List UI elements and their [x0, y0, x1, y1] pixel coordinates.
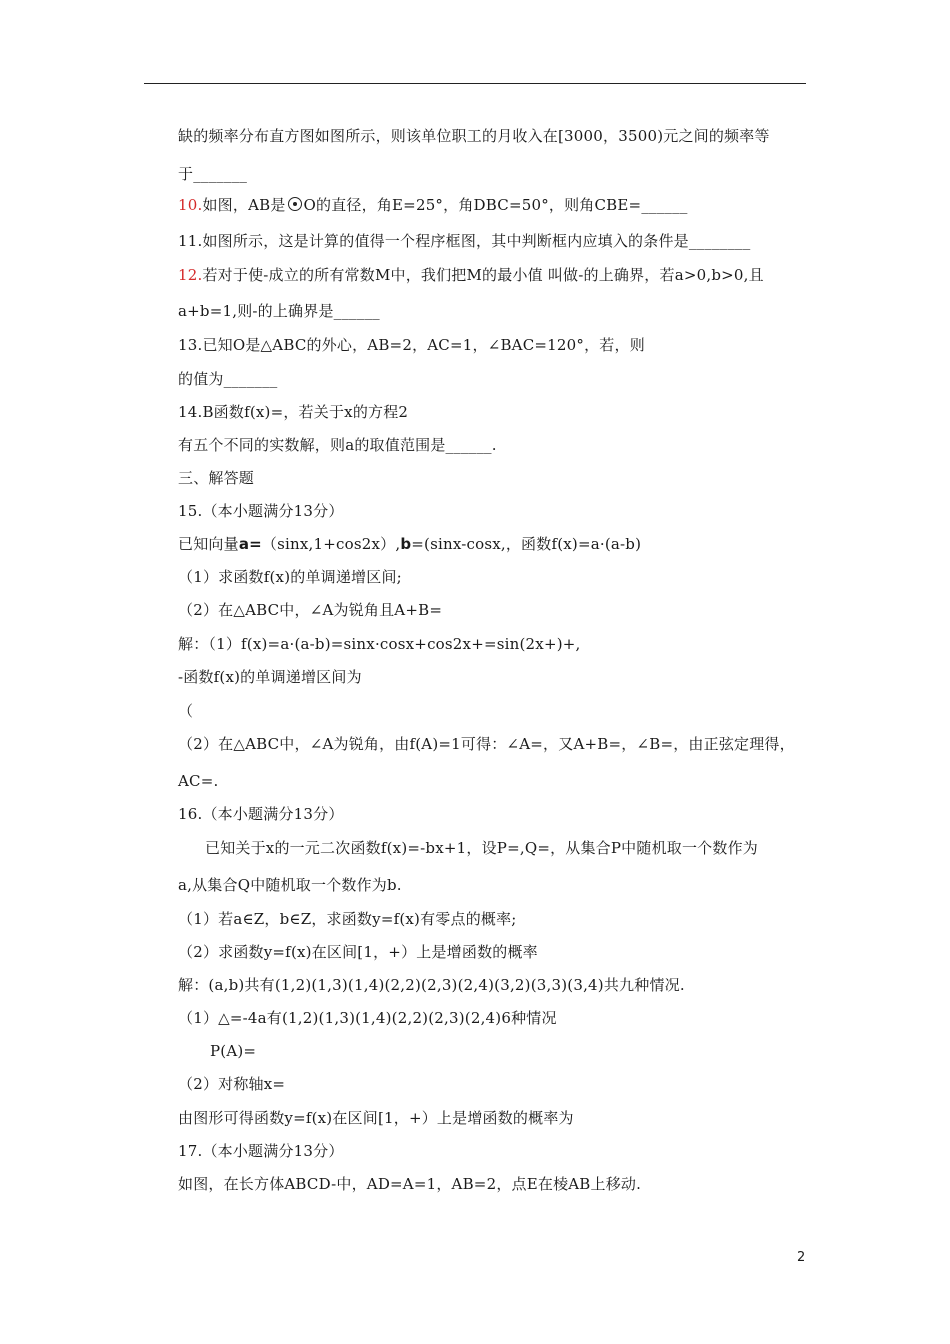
text-line: a,从集合Q中随机取一个数作为b.	[178, 876, 402, 894]
text-line: （	[178, 702, 194, 720]
text-line: 的值为_______	[178, 370, 278, 388]
text-line: P(A)=	[210, 1042, 257, 1060]
text-line: （1）△=-4a有(1,2)(1,3)(1,4)(2,2)(2,3)(2,4)6种情况	[178, 1009, 557, 1027]
text-line: （2）在△ABC中，∠A为锐角且A+B=	[178, 601, 443, 619]
text-line: a+b=1,则-的上确界是______	[178, 302, 380, 320]
text-line: AC=.	[178, 772, 219, 790]
vector-a: a=	[238, 535, 262, 553]
question-text: =(sinx-cosx,，函数f(x)=a·(a-b)	[411, 535, 642, 553]
text-line: 于_______	[178, 165, 248, 183]
text-line: 解：（1）f(x)=a·(a-b)=sinx·cosx+cos2x+=sin(2x+)+,	[178, 635, 581, 653]
question-text: 的直径，角E=25°，角DBC=50°，则角CBE=______	[316, 196, 688, 214]
text-line: 14.B函数f(x)=，若关于x的方程2	[178, 403, 409, 421]
vector-b: b	[400, 535, 412, 553]
question-10	[178, 195, 688, 215]
section-heading: 三、解答题	[178, 469, 255, 487]
text-line: （2）求函数y=f(x)在区间[1，+）上是增函数的概率	[178, 943, 538, 961]
question-text: 已知向量	[178, 535, 239, 553]
text-line: 15.（本小题满分13分）	[178, 502, 344, 520]
circle-dot-icon	[288, 197, 302, 211]
question-number: 12.	[178, 266, 203, 284]
question-12	[178, 265, 764, 285]
question-text: 如图，AB是	[202, 196, 286, 214]
text-line: 13.已知O是△ABC的外心，AB=2，AC=1，∠BAC=120°，若，则	[178, 336, 645, 354]
circle-label: O	[303, 196, 317, 214]
text-line: 缺的频率分布直方图如图所示，则该单位职工的月收入在[3000，3500)元之间的频率等	[178, 127, 770, 145]
text-line: 有五个不同的实数解，则a的取值范围是______.	[178, 436, 497, 454]
text-line: 如图，在长方体ABCD-中，AD=A=1，AB=2，点E在棱AB上移动.	[178, 1175, 642, 1193]
text-line: -函数f(x)的单调递增区间为	[178, 668, 362, 686]
text-line: 11.如图所示，这是计算的值得一个程序框图，其中判断框内应填入的条件是________	[178, 232, 751, 250]
question-15-stem	[178, 534, 641, 554]
text-line: 解：(a,b)共有(1,2)(1,3)(1,4)(2,2)(2,3)(2,4)(3,2)(3,3)(3,4)共九种情况.	[178, 976, 685, 994]
text-line: 17.（本小题满分13分）	[178, 1142, 344, 1160]
text-line: （1）若a∈Z，b∈Z，求函数y=f(x)有零点的概率;	[178, 910, 517, 928]
question-text: （sinx,1+cos2x）,	[261, 535, 401, 553]
header-rule	[144, 83, 806, 84]
text-line: 由图形可得函数y=f(x)在区间[1，+）上是增函数的概率为	[178, 1109, 574, 1127]
text-line: （1）求函数f(x)的单调递增区间;	[178, 568, 402, 586]
page-number: 2	[797, 1250, 806, 1265]
text-line: （2）在△ABC中，∠A为锐角，由f(A)=1可得：∠A=，又A+B=，∠B=，由正弦定理得，	[178, 735, 795, 753]
text-line: 16.（本小题满分13分）	[178, 805, 344, 823]
question-text: 若对于使-成立的所有常数M中，我们把M的最小值 叫做-的上确界，若a>0,b>0,且	[202, 266, 764, 284]
text-line: 已知关于x的一元二次函数f(x)=-bx+1，设P=,Q=，从集合P中随机取一个数作为	[205, 839, 758, 857]
question-number: 10.	[178, 196, 203, 214]
text-line: （2）对称轴x=	[178, 1075, 286, 1093]
